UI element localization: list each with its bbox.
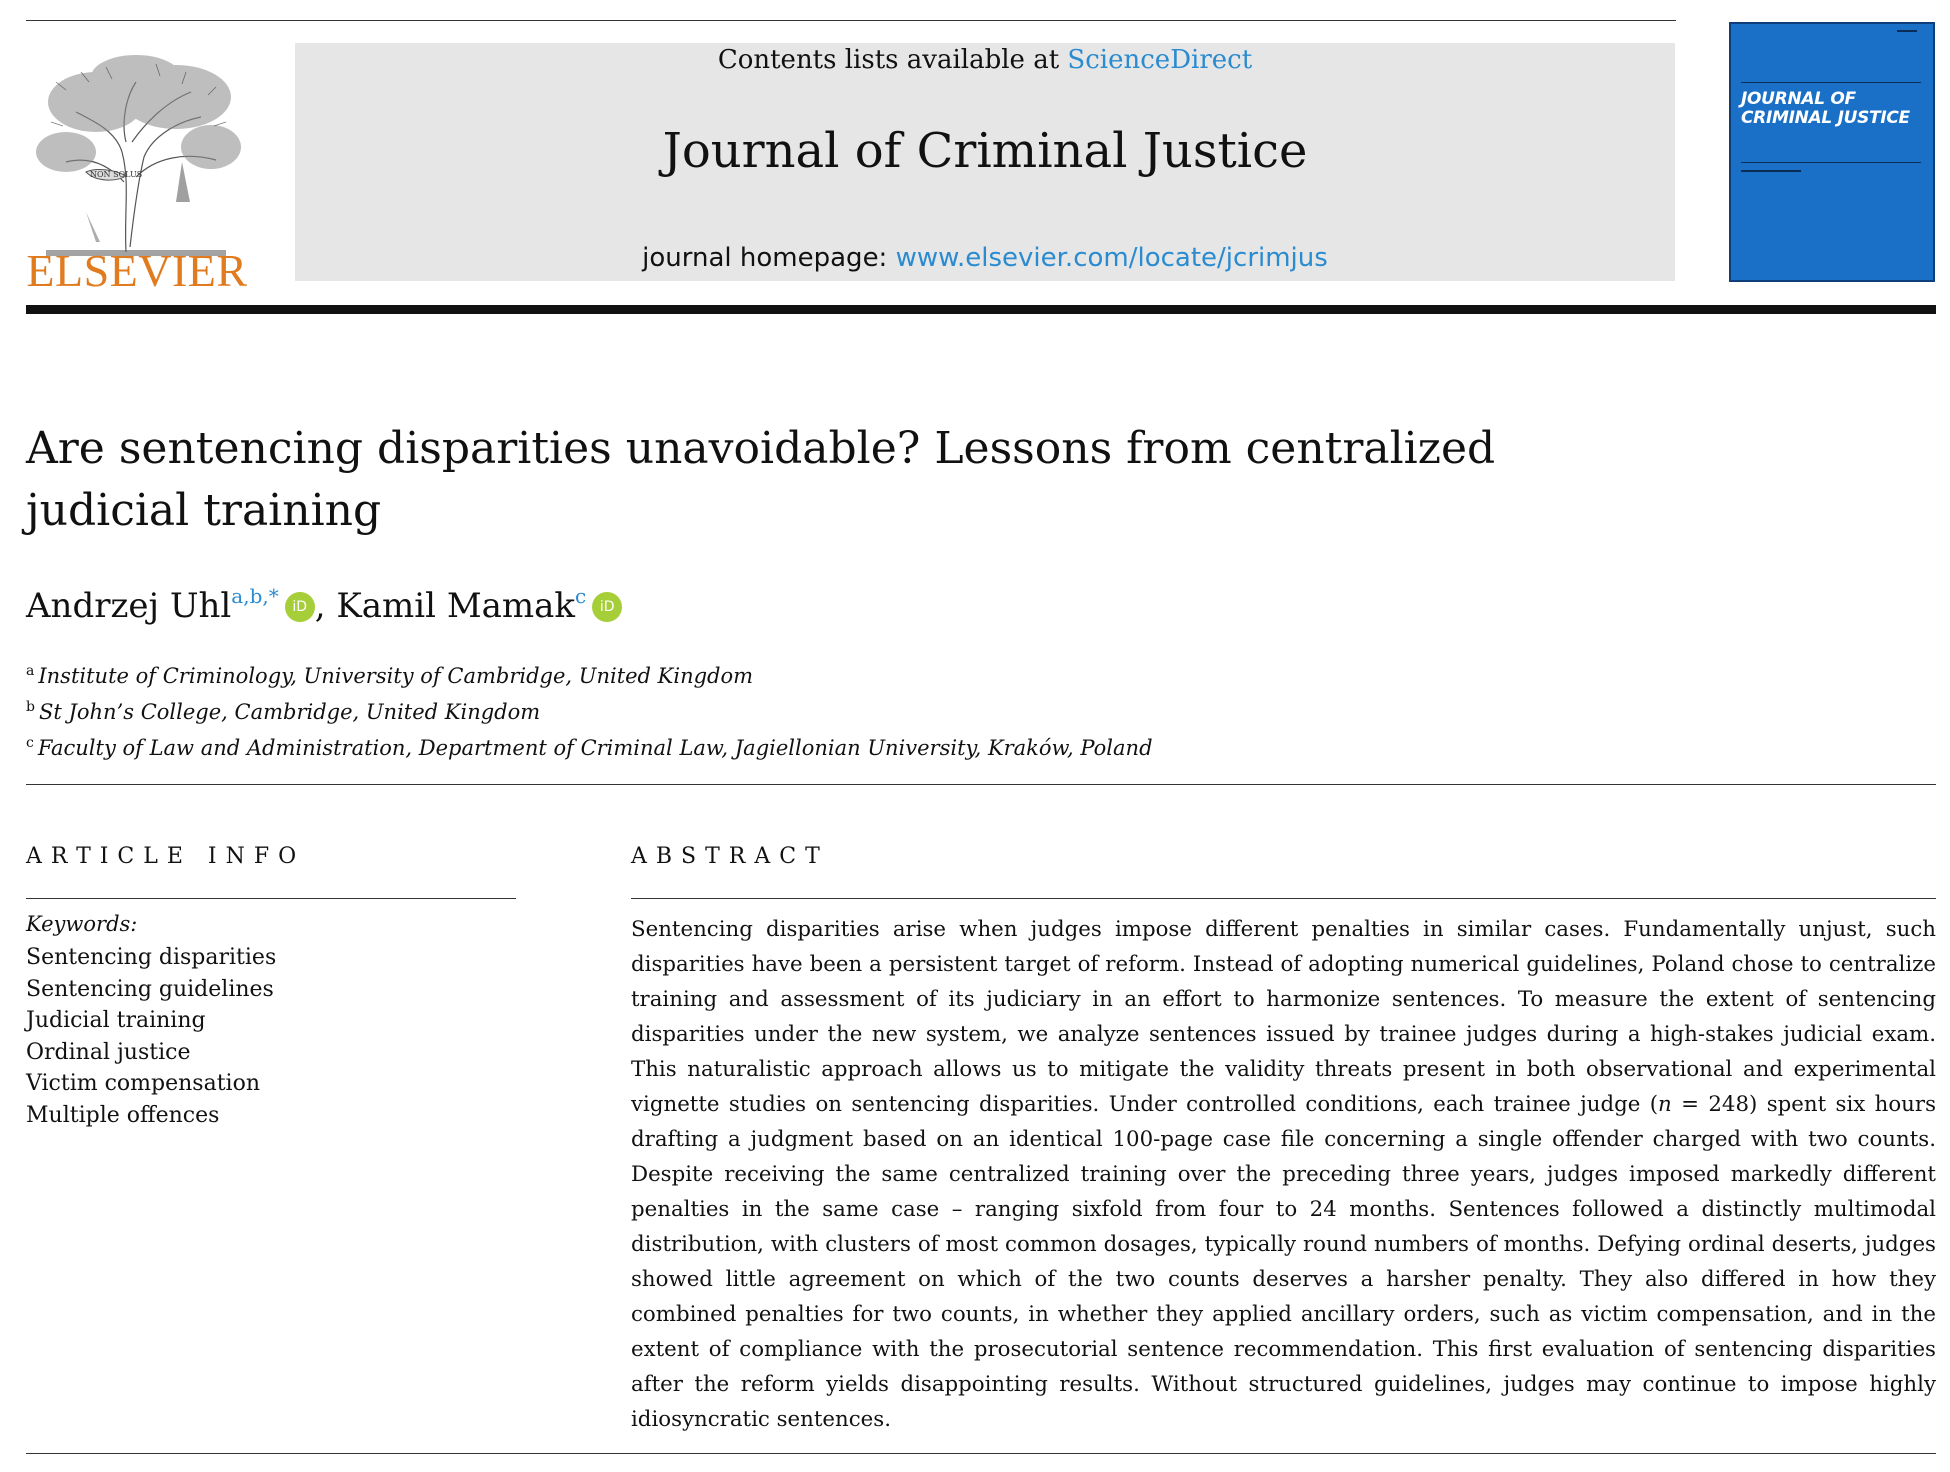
contents-line [295,43,1675,77]
keyword: Sentencing guidelines [26,976,274,1002]
sample-size-symbol: n [1658,1092,1672,1117]
affiliation-mark: b [26,699,35,715]
article-title-line2: judicial training [26,485,382,536]
affiliation-mark: c [26,735,34,751]
author-affiliation-marks[interactable]: c [575,584,587,608]
article-title-line1: Are sentencing disparities unavoidable? Lessons from centralized [26,423,1496,474]
cover-rule [1741,162,1921,163]
keyword: Multiple offences [26,1102,220,1128]
journal-header-box [295,43,1675,281]
elsevier-wordmark: ELSEVIER [26,245,248,296]
cover-subtitle-mark [1741,170,1801,172]
contents-prefix: Contents lists available at [717,45,1068,75]
article-info-heading: ARTICLE INFO [26,844,306,869]
cover-rule [1741,82,1921,83]
svg-text:NON SOLUS: NON SOLUS [90,170,143,179]
section-divider [26,784,1936,785]
author-name[interactable]: Kamil Mamak [336,586,576,626]
affiliation [26,692,1153,728]
abstract-rule [631,898,1936,899]
abstract-heading: ABSTRACT [631,844,829,869]
article-title [26,418,1626,542]
author-list [26,584,622,626]
keywords-list [26,942,276,1131]
sciencedirect-link[interactable]: ScienceDirect [1067,45,1253,75]
keywords-label: Keywords: [26,912,138,936]
orcid-icon[interactable]: iD [592,592,622,622]
abstract-text [631,912,1936,1437]
keyword: Victim compensation [26,1071,260,1096]
affiliation-text: Faculty of Law and Administration, Department of Criminal Law, Jagiellonian University, Kraków, Poland [37,736,1153,760]
header-thick-rule [26,305,1936,314]
bottom-rule [26,1453,1936,1454]
orcid-icon[interactable]: iD [285,592,315,622]
affiliation-text: St John’s College, Cambridge, United Kingdom [38,700,541,724]
cover-title: JOURNAL OF CRIMINAL JUSTICE [1741,89,1910,128]
affiliation [26,728,1153,764]
affiliations [26,656,1153,764]
top-rule [26,20,1676,21]
homepage-line [295,243,1675,273]
keyword: Ordinal justice [26,1039,191,1065]
journal-cover-thumbnail[interactable] [1729,22,1935,282]
affiliation-text: Institute of Criminology, University of Cambridge, United Kingdom [38,664,754,688]
abstract-part1: Sentencing disparities arise when judges impose different penalties in similar cases. Fundamentally unjust, such disparities have been a persistent target of reform. Instead of adopting numerical guidelines, Poland chose to centralize training and assessment of its judiciary in an effort to harmonize sentences. To measure the extent of sentencing disparities under the new system, we analyze sentences issued by trainee judges during a high-stakes judicial exam. This naturalistic approach allows us to mitigate the validity threats present in both observational and experimental vignette studies on sentencing disparities. Under controlled conditions, each trainee judge ( [631,917,1936,1117]
affiliation [26,656,1153,692]
author-affiliation-marks[interactable]: a,b,* [231,584,279,608]
abstract-part2: = 248) spent six hours drafting a judgment based on an identical 100-page case file concerning a single offender charged with two counts. Despite receiving the same centralized training over the preceding three years, judges imposed markedly different penalties in the same case – ranging sixfold from four to 24 months. Sentences followed a distinctly multimodal distribution, with clusters of most common dosages, typically round numbers of months. Defying ordinal deserts, judges showed little agreement on which of the two counts deserves a harsher penalty. They also differed in how they combined penalties for two counts, in whether they applied ancillary orders, such as victim compensation, and in the extent of compliance with the prosecutorial sentence recommendation. This first evaluation of sentencing disparities after the reform yields disappointing results. Without structured guidelines, judges may continue to impose highly idiosyncratic sentences. [631,1092,1936,1432]
keyword: Sentencing disparities [26,945,277,970]
cover-issn-mark [1897,30,1917,32]
homepage-prefix: journal homepage: [642,243,896,273]
journal-homepage-link[interactable]: www.elsevier.com/locate/jcrimjus [895,243,1328,273]
author-separator: , [314,586,326,626]
affiliation-mark: a [26,663,35,679]
author-name[interactable]: Andrzej Uhl [26,586,232,626]
article-info-rule [26,898,516,899]
keyword: Judicial training [26,1008,206,1033]
journal-title: Journal of Criminal Justice [662,123,1308,179]
